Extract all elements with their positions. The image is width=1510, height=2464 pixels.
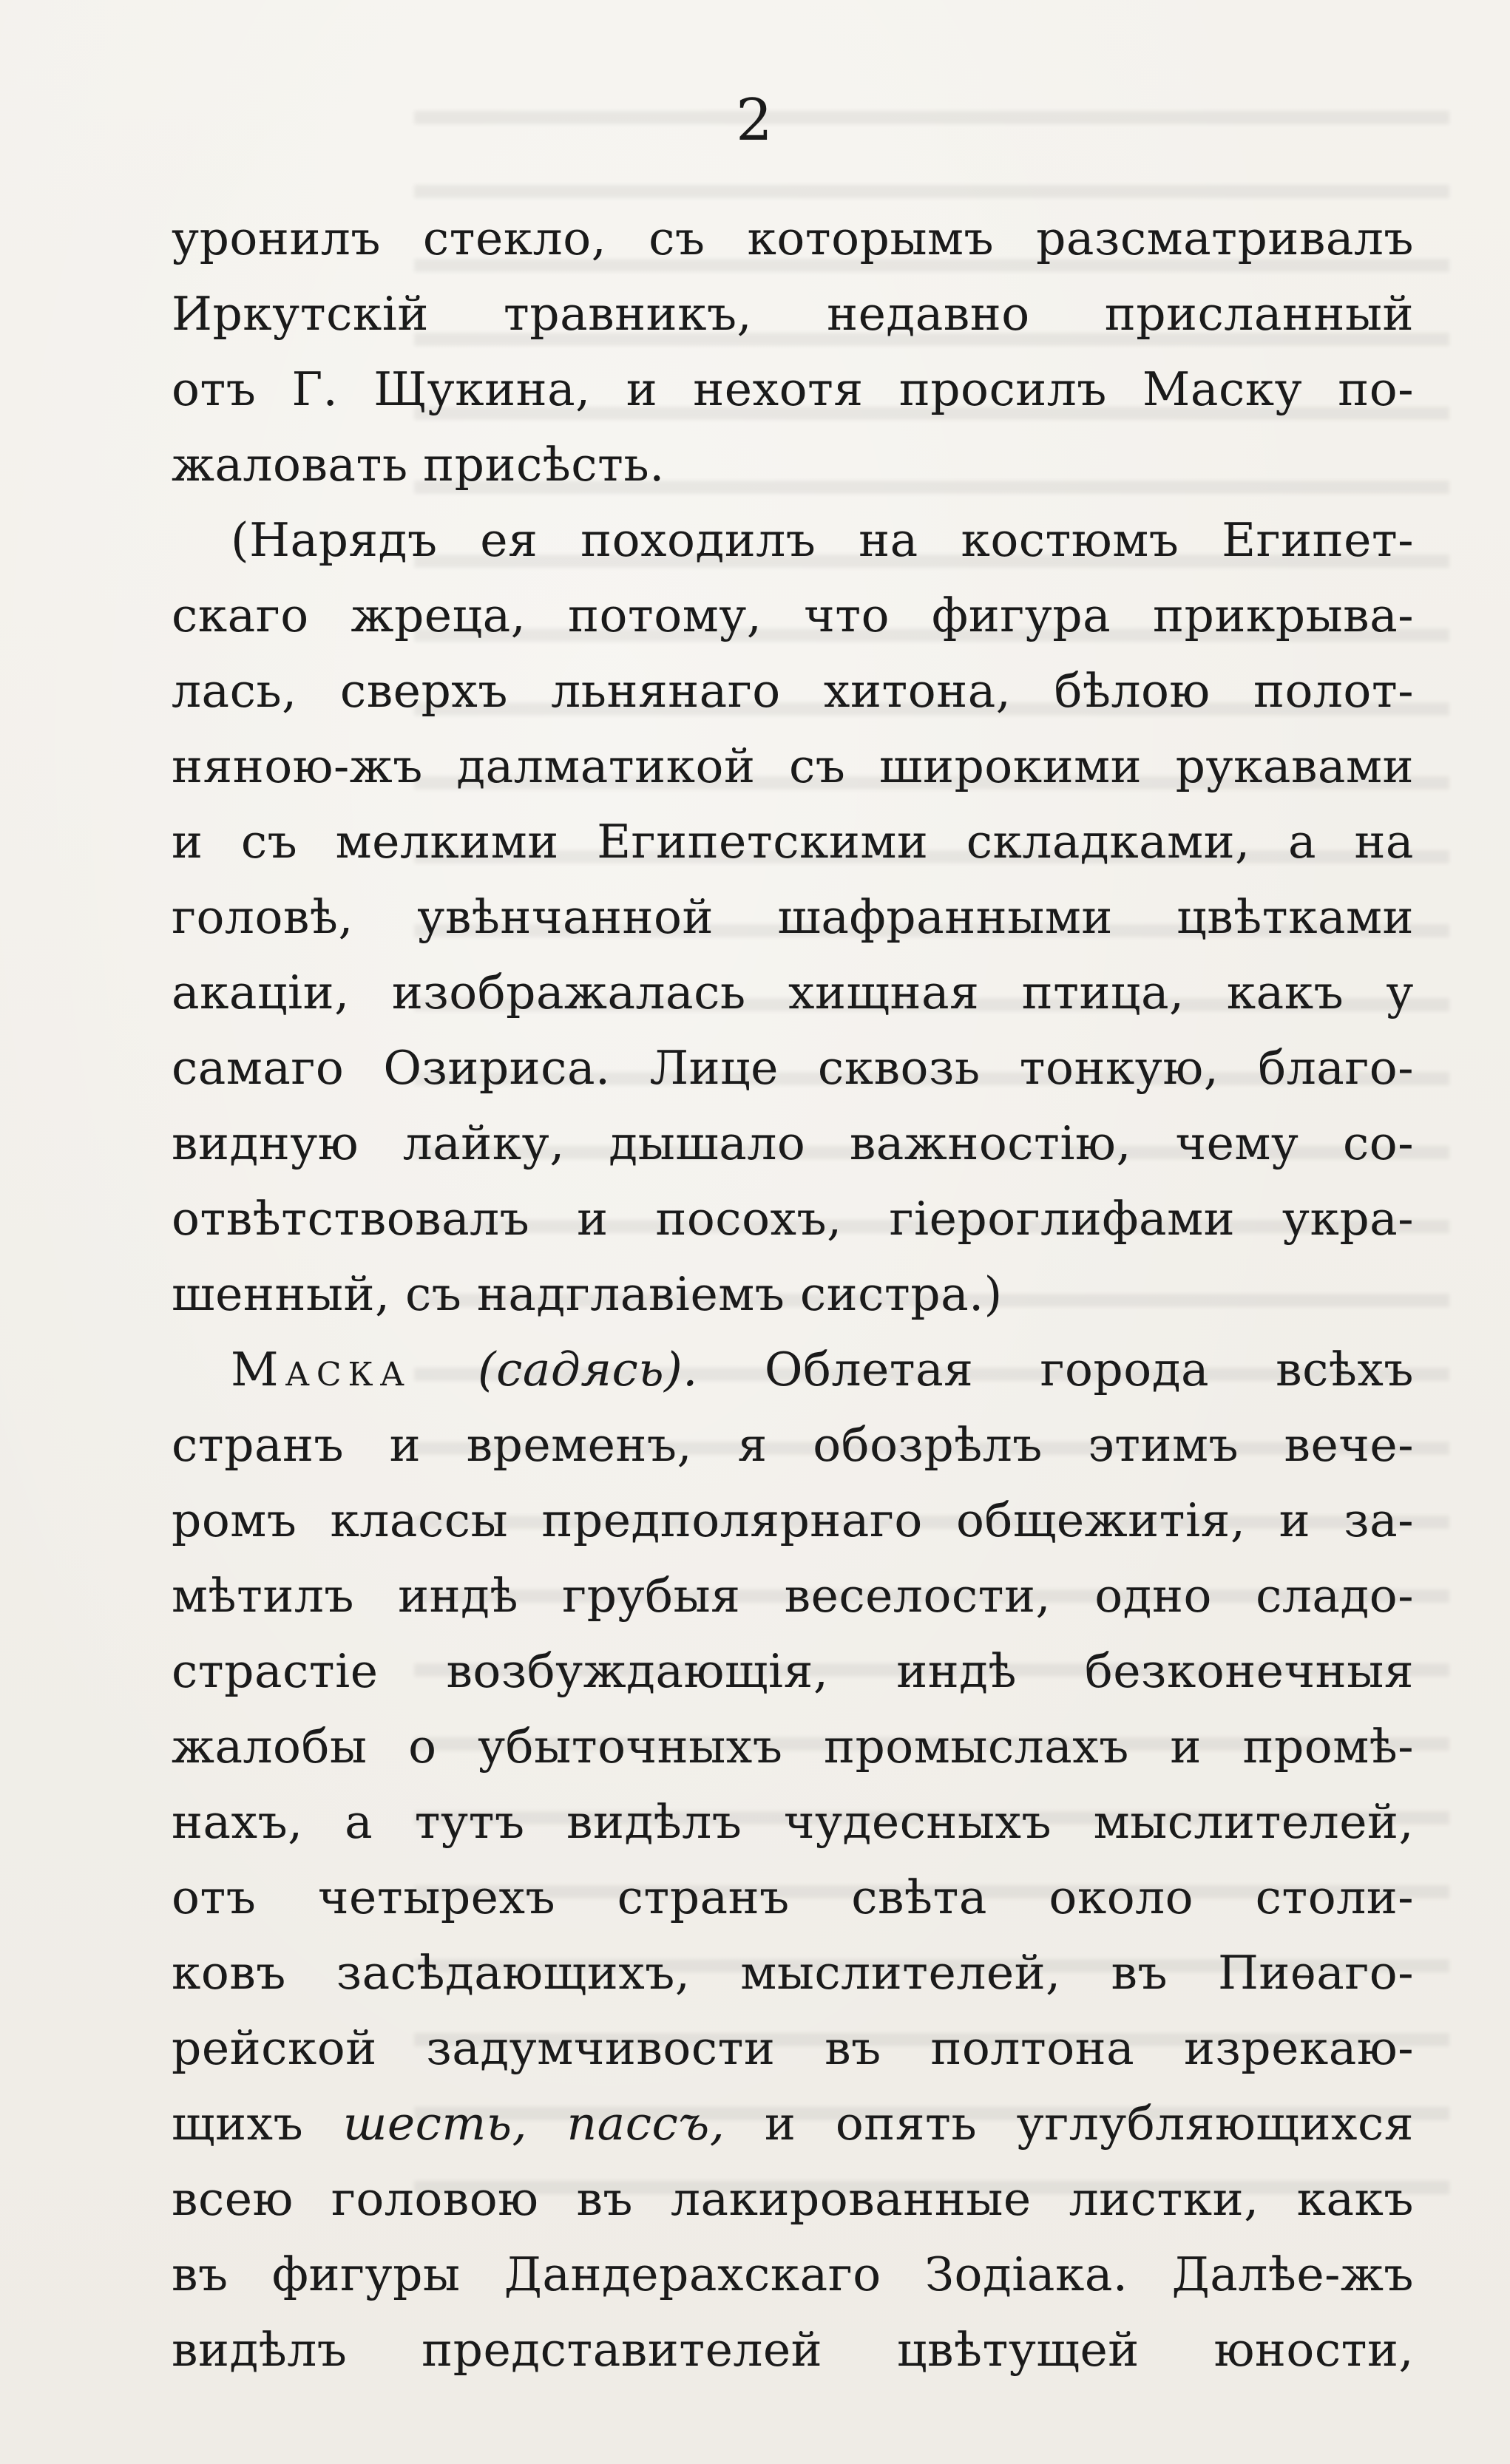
text-line: жалобы о убыточныхъ промыслахъ и промѣ- <box>172 1720 1414 1774</box>
body-text <box>172 201 1414 2388</box>
text-line: видную лайку, дышало важностію, чему со- <box>172 1116 1414 1170</box>
text-line: головѣ, увѣнчанной шафранными цвѣтками <box>172 890 1414 944</box>
speaker-name: Маска <box>231 1343 411 1396</box>
speech-start: Облетая города всѣхъ <box>764 1343 1414 1396</box>
stage-direction: (садясь). <box>477 1343 698 1396</box>
text-line: мѣтилъ индѣ грубыя веселости, одно сладо- <box>172 1569 1414 1623</box>
text-line: Иркутскій травникъ, недавно присланный <box>172 287 1414 341</box>
text-line: уронилъ стекло, съ которымъ разсматривалъ <box>172 211 1414 265</box>
paragraph-3 <box>172 1332 1414 2388</box>
line-segment: и опять углубляющихся <box>764 2097 1414 2151</box>
text-line: отвѣтствовалъ и посохъ, гіероглифами укра- <box>172 1192 1414 1246</box>
text-line: отъ Г. Щукина, и нехотя просилъ Маску по- <box>172 362 1414 416</box>
text-line: въ фигуры Дандерахскаго Зодіака. Далѣе-жъ <box>172 2247 1414 2301</box>
text-line: странъ и временъ, я обозрѣлъ этимъ вече- <box>172 1418 1414 1472</box>
text-line: и съ мелкими Египетскими складками, а на <box>172 815 1414 869</box>
text-line: ковъ засѣдающихъ, мыслителей, въ Пиѳаго- <box>172 1946 1414 2000</box>
page-number: 2 <box>736 87 774 154</box>
text-line: рейской задумчивости въ полтона изрекаю- <box>172 2021 1414 2075</box>
text-line-italic <box>172 2086 1414 2162</box>
text-line: няною-жъ далматикой съ широкими рукавами <box>172 739 1414 793</box>
text-line: отъ четырехъ странъ свѣта около столи- <box>172 1870 1414 1924</box>
text-line: самаго Озириса. Лице сквозь тонкую, благо- <box>172 1041 1414 1095</box>
text-line: жаловать присѣсть. <box>172 438 665 492</box>
text-line: ромъ классы предполярнаго общежитія, и за- <box>172 1493 1414 1547</box>
text-line: всею головою въ лакированные листки, какъ <box>172 2172 1414 2226</box>
text-line: лась, сверхъ льнянаго хитона, бѣлою полот- <box>172 664 1414 718</box>
text-line: скаго жреца, потому, что фигура прикрыва- <box>172 588 1414 642</box>
paragraph-1 <box>172 201 1414 503</box>
text-line: шенный, съ надглавіемъ систра.) <box>172 1267 1003 1321</box>
italic-words: шесть, пассъ, <box>342 2097 725 2151</box>
text-line: видѣлъ представителей цвѣтущей юности, <box>172 2323 1414 2377</box>
text-line: акаціи, изображалась хищная птица, какъ у <box>172 965 1414 1019</box>
paragraph-2 <box>172 503 1414 1332</box>
text-line: (Нарядъ ея походилъ на костюмъ Египет- <box>231 513 1414 567</box>
text-line: нахъ, а тутъ видѣлъ чудесныхъ мыслителей, <box>172 1795 1414 1849</box>
text-line-speaker <box>172 1332 1414 1408</box>
line-segment: щихъ <box>172 2097 304 2151</box>
text-line: страстіе возбуждающія, индѣ безконечныя <box>172 1644 1414 1698</box>
